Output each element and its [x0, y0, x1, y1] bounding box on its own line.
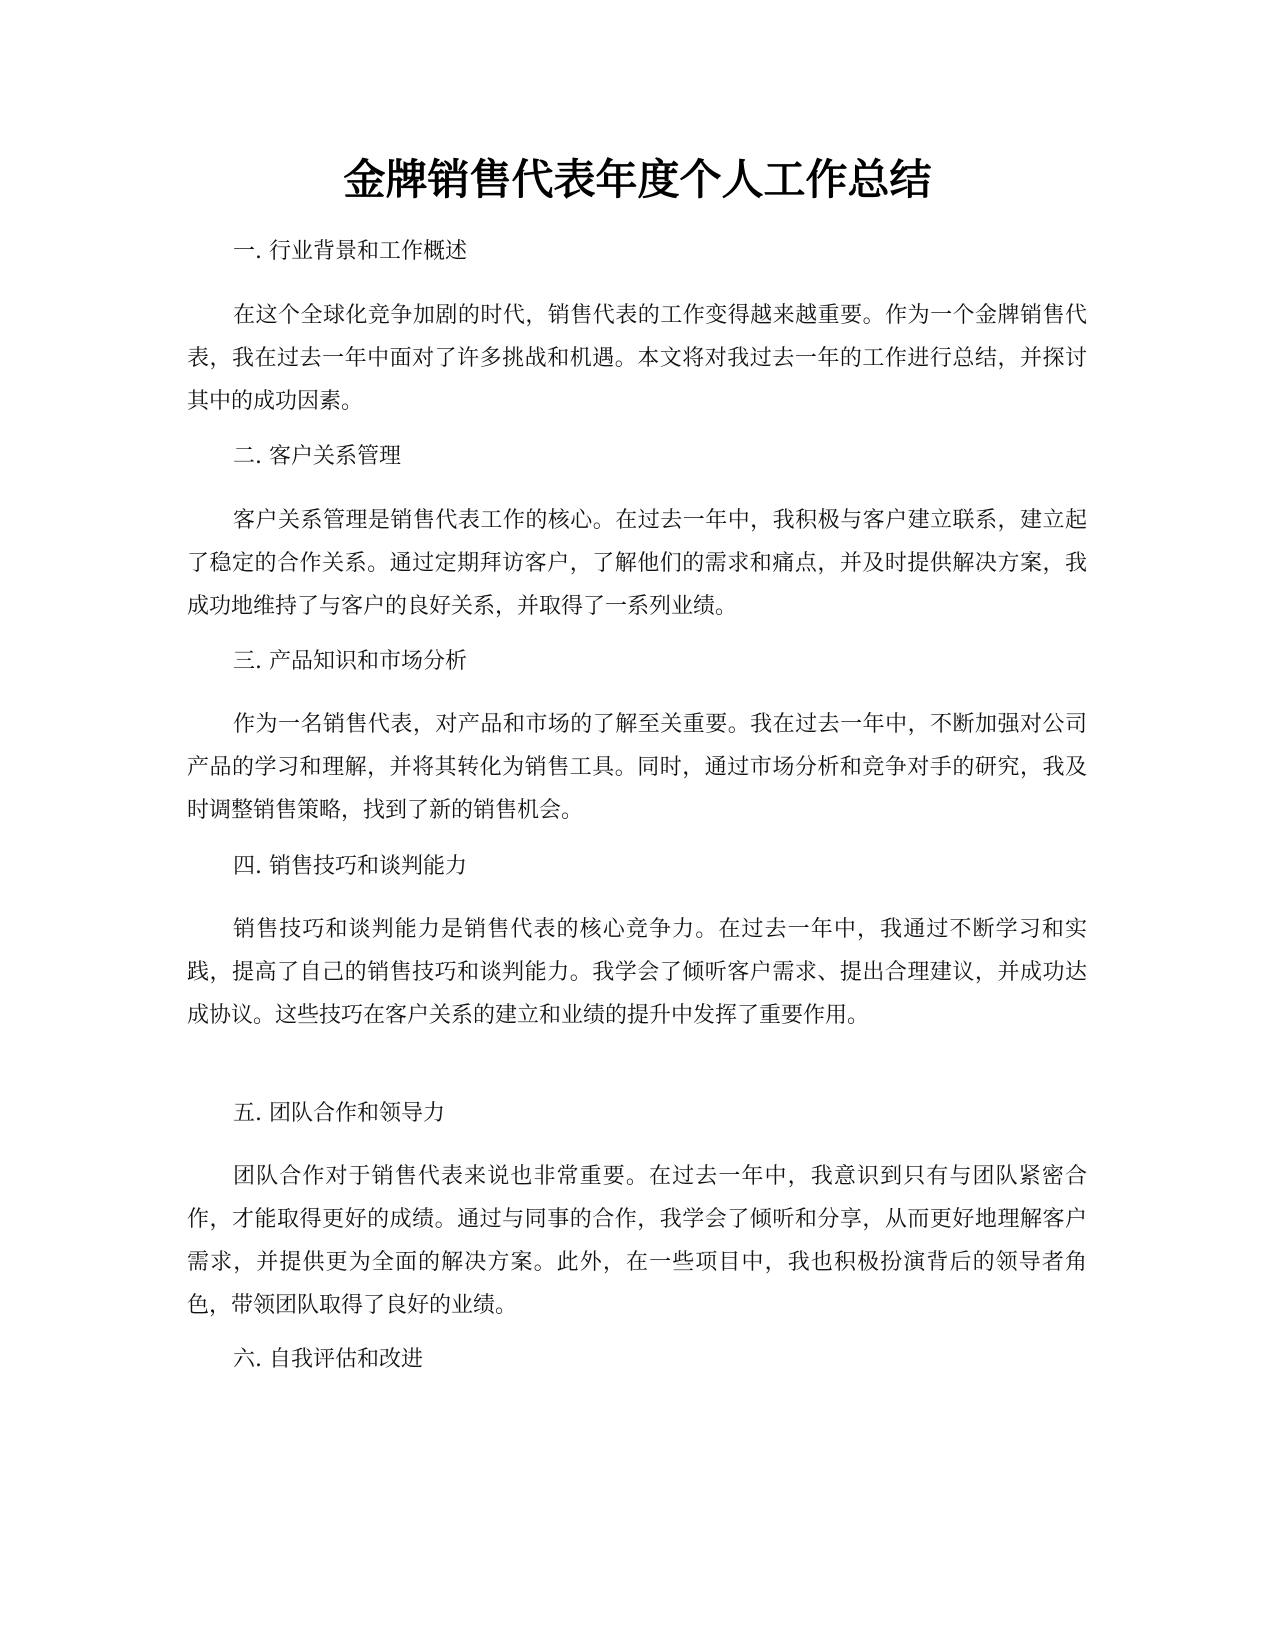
- section-heading-2: 二. 客户关系管理: [233, 444, 401, 469]
- section-heading-4: 四. 销售技巧和谈判能力: [233, 854, 467, 879]
- section-body-2: 客户关系管理是销售代表工作的核心。在过去一年中，我积极与客户建立联系，建立起了稳定的合作关系。通过定期拜访客户，了解他们的需求和痛点，并及时提供解决方案，我成功地维持了与客户的良好关系，并取得了一系列业绩。: [187, 508, 1087, 619]
- section-body-3: 作为一名销售代表，对产品和市场的了解至关重要。我在过去一年中，不断加强对公司产品的学习和理解，并将其转化为销售工具。同时，通过市场分析和竞争对手的研究，我及时调整销售策略，找到了新的销售机会。: [187, 712, 1087, 823]
- section-heading-6: 六. 自我评估和改进: [233, 1347, 423, 1372]
- section-heading-3: 三. 产品知识和市场分析: [233, 649, 467, 674]
- section-body-4: 销售技巧和谈判能力是销售代表的核心竞争力。在过去一年中，我通过不断学习和实践，提高了自己的销售技巧和谈判能力。我学会了倾听客户需求、提出合理建议，并成功达成协议。这些技巧在客户关系的建立和业绩的提升中发挥了重要作用。: [187, 917, 1087, 1028]
- section-body-1: 在这个全球化竞争加剧的时代，销售代表的工作变得越来越重要。作为一个金牌销售代表，我在过去一年中面对了许多挑战和机遇。本文将对我过去一年的工作进行总结，并探讨其中的成功因素。: [187, 303, 1087, 414]
- section-heading-1: 一. 行业背景和工作概述: [233, 239, 467, 264]
- document-title: 金牌销售代表年度个人工作总结: [343, 155, 932, 204]
- section-body-5: 团队合作对于销售代表来说也非常重要。在过去一年中，我意识到只有与团队紧密合作，才能取得更好的成绩。通过与同事的合作，我学会了倾听和分享，从而更好地理解客户需求，并提供更为全面的解决方案。此外，在一些项目中，我也积极扮演背后的领导者角色，带领团队取得了良好的业绩。: [187, 1164, 1087, 1318]
- section-heading-5: 五. 团队合作和领导力: [233, 1101, 445, 1126]
